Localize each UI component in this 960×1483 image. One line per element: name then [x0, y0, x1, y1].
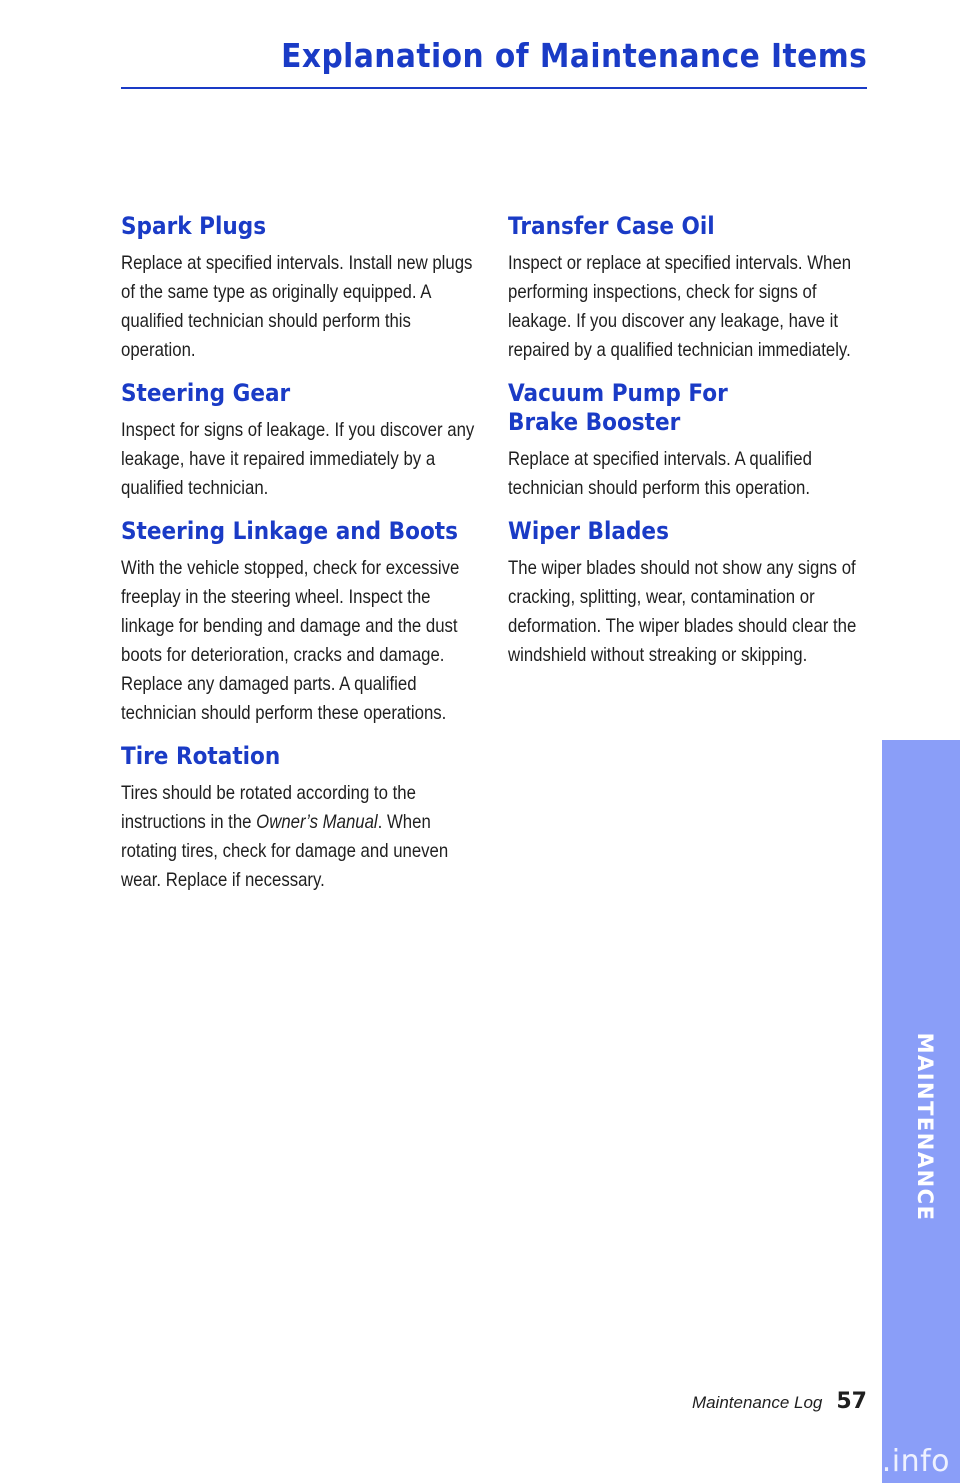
page-number: 57	[836, 1389, 867, 1414]
section-heading: Vacuum Pump For Brake Booster	[508, 379, 728, 436]
header-rule	[121, 87, 867, 89]
section-body: Inspect or replace at specified intervals. When performing inspections, check for signs of leakage. If you discover any leakage, have it repaired by a qualified technician immediately.	[508, 252, 852, 361]
section-heading: Transfer Case Oil	[508, 212, 715, 240]
section-body: Replace at specified intervals. A qualified technician should perform this operation.	[508, 448, 812, 499]
body-text: Tires should be rotated according to the instructions in the	[121, 782, 416, 833]
body-text: . When rotating tires, check for damage and uneven wear. Replace if necessary.	[121, 811, 449, 891]
section-body: The wiper blades should not show any signs of cracking, splitting, wear, contamination or deformation. The wiper blades should clear the windshield without streaking or skipping.	[508, 557, 857, 666]
footer-label: Maintenance Log	[691, 1393, 823, 1412]
section-body: Replace at specified intervals. Install new plugs of the same type as originally equipped. A qualified technician should perform this operation.	[121, 252, 473, 361]
section-heading: Steering Linkage and Boots	[121, 517, 458, 545]
section-heading: Tire Rotation	[121, 742, 281, 770]
section-heading: Wiper Blades	[508, 517, 669, 545]
section-tab-label: MAINTENANCE	[913, 1032, 937, 1222]
section-steering-gear	[121, 379, 481, 503]
section-heading: Spark Plugs	[121, 212, 267, 240]
right-column	[508, 212, 868, 684]
section-tire-rotation	[121, 742, 481, 895]
watermark: carmanualsonline.info	[607, 1444, 950, 1479]
section-heading: Steering Gear	[121, 379, 291, 407]
section-transfer-case-oil	[508, 212, 868, 365]
left-column	[121, 212, 481, 909]
section-wiper-blades	[508, 517, 868, 670]
section-spark-plugs	[121, 212, 481, 365]
section-body	[121, 779, 480, 895]
section-vacuum-pump	[508, 379, 868, 503]
page-footer	[692, 1389, 867, 1414]
section-body: Inspect for signs of leakage. If you discover any leakage, have it repaired immediately by a qualified technician.	[121, 419, 475, 499]
manual-reference: Owner’s Manual	[256, 811, 378, 833]
section-body: With the vehicle stopped, check for excessive freeplay in the steering wheel. Inspect the linkage for bending and damage and the dust boots for deterioration, cracks and damage. Replace any damaged parts. A qualified technician should perform these operations.	[121, 557, 460, 724]
section-steering-linkage	[121, 517, 481, 728]
page-title: Explanation of Maintenance Items	[280, 36, 867, 75]
